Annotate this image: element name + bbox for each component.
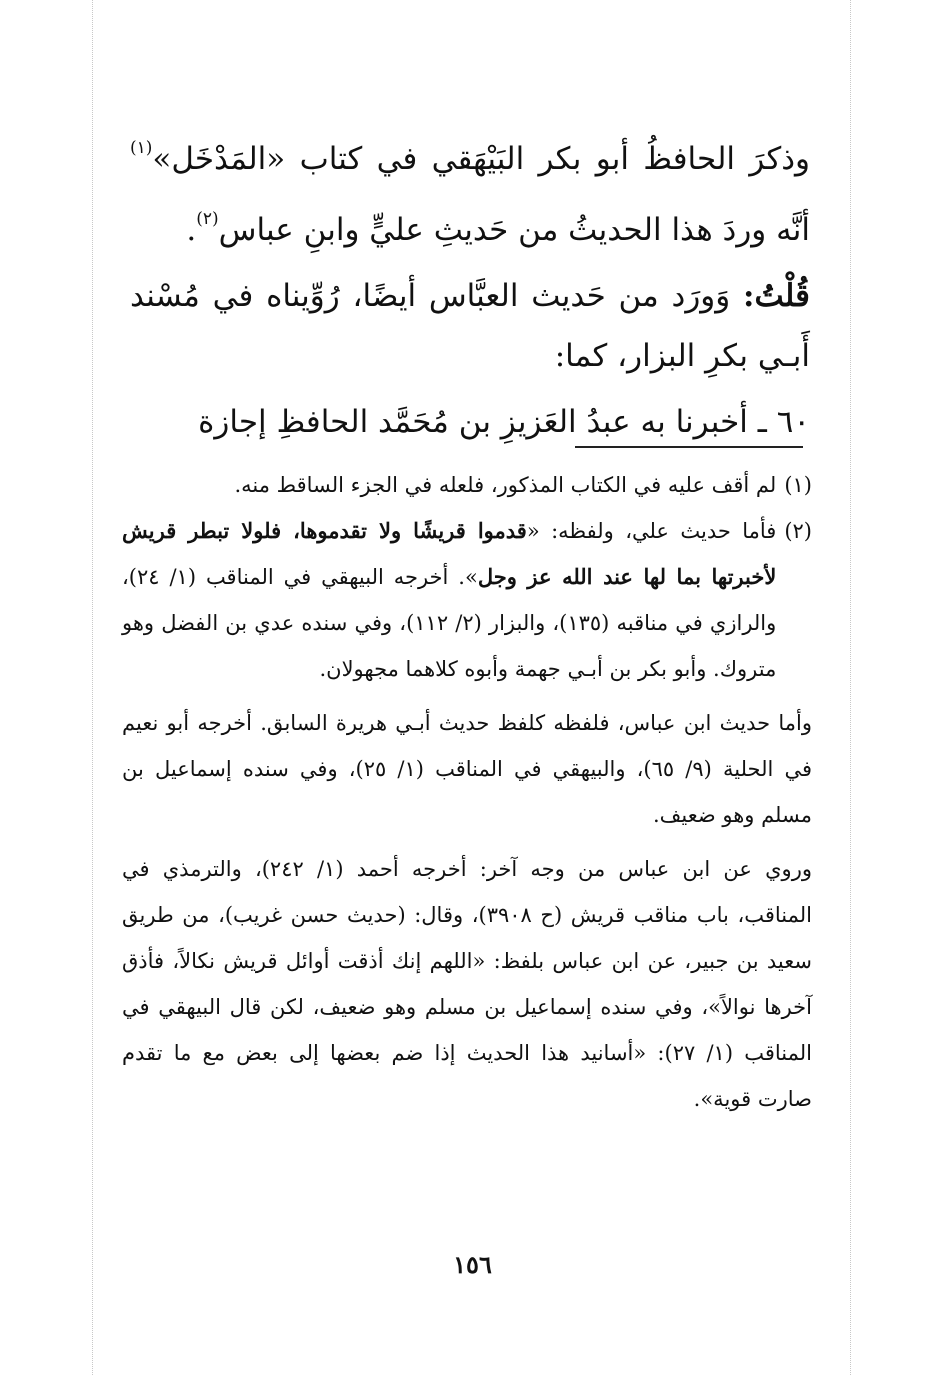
page-number: ١٥٦: [453, 1250, 492, 1279]
paragraph-1-text-b: أنَّه وردَ هذا الحديثُ من حَديثِ عليٍّ وابنِ عباس: [218, 212, 810, 248]
margin-guide-right: [850, 0, 851, 1375]
footnote-1: [122, 462, 812, 508]
footnote-ref-1[interactable]: (١): [130, 138, 153, 158]
footnote-2: [122, 508, 812, 692]
paragraph-3: [130, 392, 810, 452]
footnote-2-paragraph-3: وروي عن ابن عباس من وجه آخر: أخرجه أحمد (١/ ٢٤٢)، والترمذي في المناقب، باب مناقب قريش (ح ٣٩٠٨)، وقال: (حديث حسن غريب)، من طريق سعيد بن جبير، عن ابن عباس بلفظ: «اللهم إنك أذقت أوائل قريش نكالاً، فأذق آخرها نوالاً»، وفي سنده إسماعيل بن مسلم وهو ضعيف، لكن قال البيهقي في المناقب (١/ ٢٧): «أسانيد هذا الحديث إذا ضم بعضها إلى بعض مع ما تقدم صارت قوية».: [122, 857, 812, 1111]
footnote-2-hadith-quote: قدموا قريشًا ولا تقدموها، فلولا تبطر قريش لأخبرتها بما لها عند الله عز وجل: [122, 518, 777, 589]
footnote-2-paragraph-2: وأما حديث ابن عباس، فلفظه كلفظ حديث أبـي هريرة السابق. أخرجه أبو نعيم في الحلية (٩/ ٦٥)، والبيهقي في المناقب (١/ ٢٥)، وفي سنده إسماعيل بن مسلم وهو ضعيف.: [122, 711, 812, 827]
footnote-2-text-b: ». أخرجه البيهقي في المناقب (١/ ٢٤)، والرازي في مناقبه (١٣٥)، والبزار (٢/ ١١٢)، وفي سنده عدي بن الفضل وهو متروك. وأبو بكر بن أبـي جهمة وأبوه كلاهما مجهولان.: [122, 565, 777, 681]
paragraph-1-text-a: وذكرَ الحافظُ أبو بكر البَيْهَقي في كتاب «المَدْخَل»: [152, 141, 810, 177]
main-text: [130, 118, 810, 458]
footnote-separator: [575, 446, 803, 448]
footnote-2-text-a: فأما حديث علي، ولفظه: «: [526, 519, 777, 543]
footnotes: [122, 462, 812, 1122]
footnote-1-number: (١): [784, 473, 812, 497]
footnote-ref-2[interactable]: (٢): [196, 209, 219, 229]
footnote-2-text: [122, 508, 776, 692]
footnote-1-text: لم أقف عليه في الكتاب المذكور، فلعله في الجزء الساقط منه.: [234, 473, 777, 497]
paragraph-2-text: وَورَد من حَديث العبَّاس أيضًا، رُوِّيناه في مُسْند أَبـي بكرِ البزار، كما:: [130, 278, 810, 374]
hadith-60-text: ٦٠ ـ أخبرنا به عبدُ العَزيزِ بن مُحَمَّد الحافظِ إجازة: [198, 404, 810, 440]
paragraph-1: [130, 118, 810, 260]
qultu-lead: قُلْتُ:: [743, 278, 810, 314]
paragraph-1-end: .: [186, 212, 197, 248]
footnote-2-number: (٢): [784, 519, 812, 543]
margin-guide-left: [92, 0, 93, 1375]
paragraph-2: [130, 266, 810, 386]
